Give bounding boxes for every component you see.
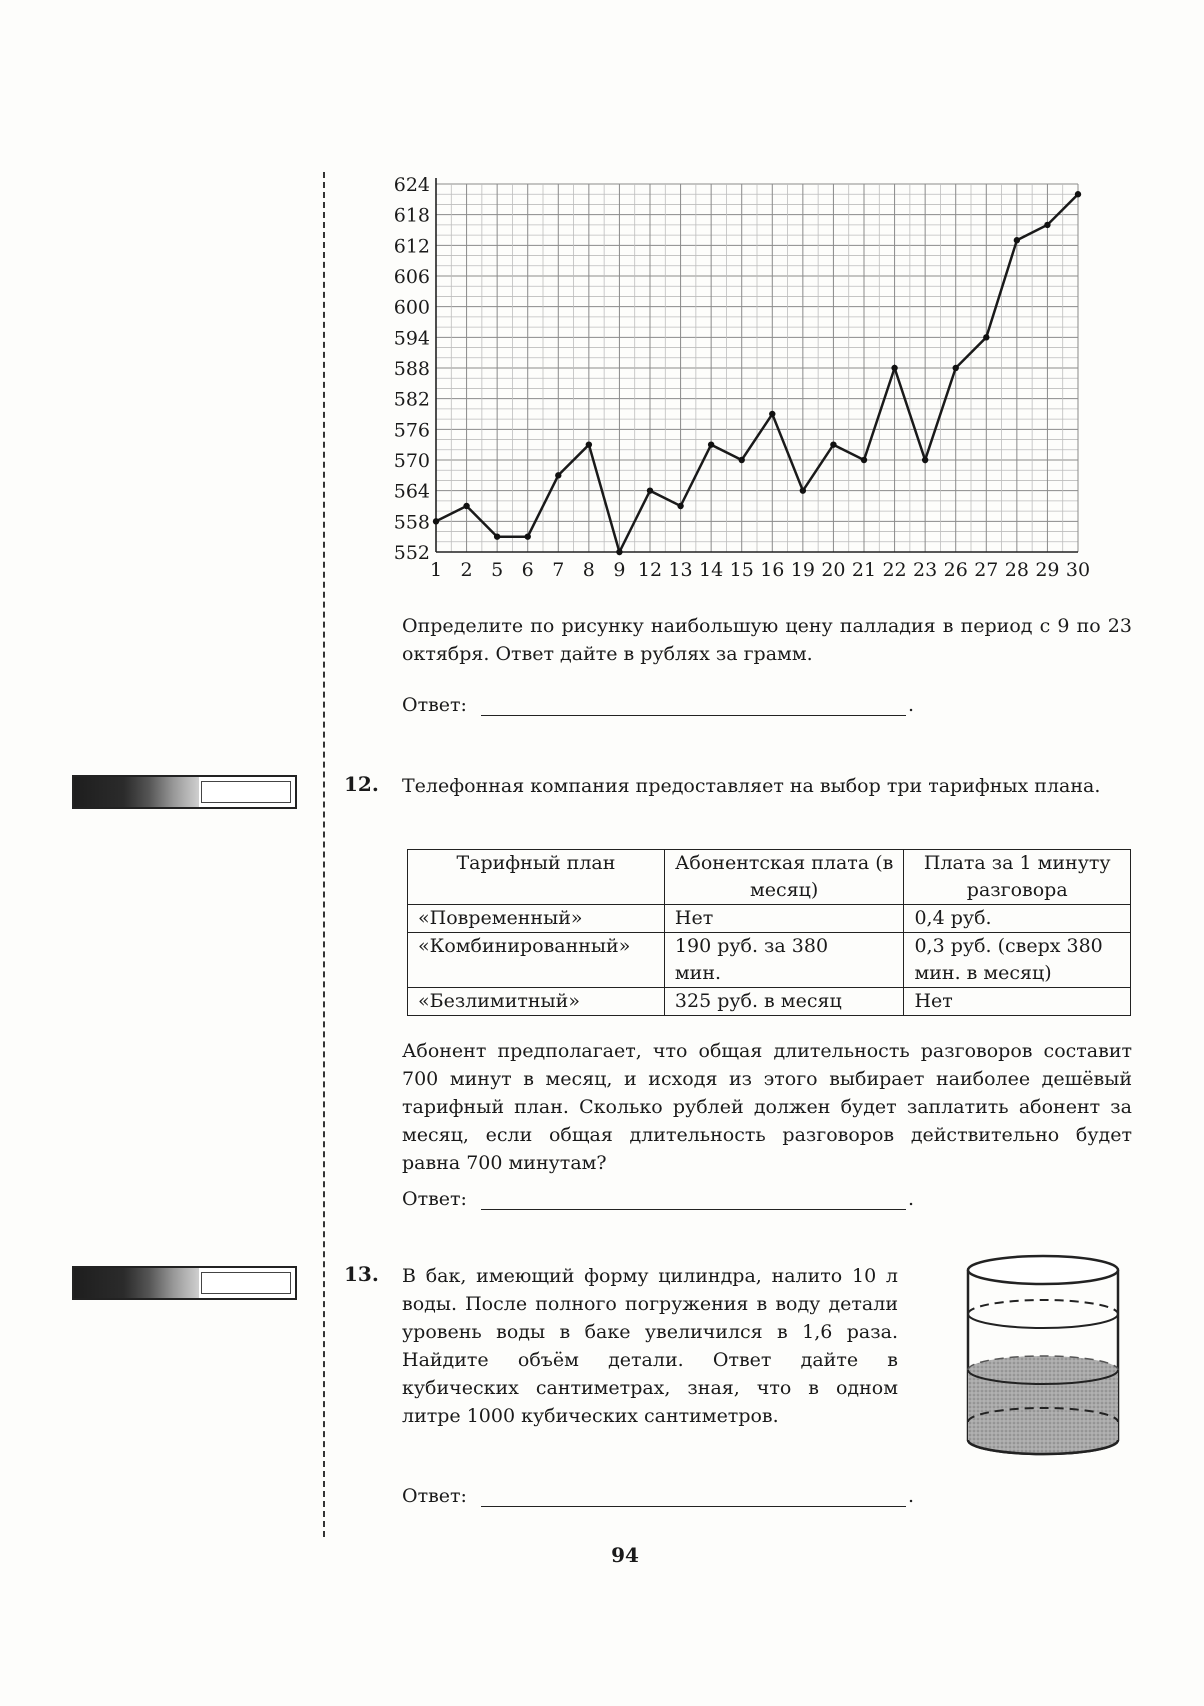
header-cell: Тарифный план (408, 850, 665, 905)
answer-label: Ответ: (402, 1188, 467, 1210)
answer-box-13 (72, 1266, 297, 1300)
data-point (708, 441, 714, 447)
header-cell: Абонентская плата (в месяц) (664, 850, 904, 905)
table-cell: Нет (664, 905, 904, 933)
answer-dot: . (907, 1485, 914, 1507)
data-point (1044, 222, 1050, 228)
answer-box-12 (72, 775, 297, 809)
data-point (586, 441, 592, 447)
x-tick-label: 1 (429, 559, 443, 581)
raised-level-front (968, 1314, 1118, 1328)
tank-top (968, 1256, 1118, 1284)
answer-input-line[interactable] (481, 1191, 906, 1210)
data-point (739, 457, 745, 463)
q12-text: Телефонная компания предоставляет на выбор три тарифных плана. (402, 775, 1101, 797)
cut-line (323, 172, 325, 1537)
q13-answer (402, 1485, 914, 1507)
x-axis-ticks (430, 559, 1090, 581)
q12-answer (402, 1188, 914, 1210)
x-tick-label: 19 (790, 559, 815, 581)
table-row (408, 905, 1131, 933)
table-cell: 0,3 руб. (сверх 380 мин. в месяц) (904, 933, 1131, 988)
water-tank-illustration (965, 1250, 1125, 1460)
answer-box-cell (201, 1272, 291, 1294)
x-tick-label: 9 (613, 559, 626, 581)
data-point (983, 334, 989, 340)
y-tick-label: 558 (393, 511, 430, 534)
x-tick-label: 7 (552, 559, 565, 581)
data-point (1014, 237, 1020, 243)
x-tick-label: 13 (668, 559, 693, 581)
answer-input-line[interactable] (481, 1488, 906, 1507)
table-row (408, 933, 1131, 988)
q11-text: Определите по рисунку наибольшую цену палладия в период с 9 по 23 октября. Ответ дайте в рублях за грамм. (402, 615, 1132, 665)
y-tick-label: 564 (393, 480, 430, 503)
x-tick-label: 29 (1035, 559, 1060, 581)
table-cell: 0,4 руб. (904, 905, 1131, 933)
data-point (616, 549, 622, 555)
data-point (525, 533, 531, 539)
data-point (463, 503, 469, 509)
x-tick-label: 27 (974, 559, 999, 581)
table-row (408, 988, 1131, 1016)
x-tick-label: 15 (729, 559, 754, 581)
data-point (830, 441, 836, 447)
y-axis-ticks (394, 174, 430, 564)
table-cell: «Повременный» (408, 905, 665, 933)
chart-grid (436, 178, 1078, 552)
data-point (953, 365, 959, 371)
x-tick-label: 2 (460, 559, 473, 581)
table-cell: «Безлимитный» (408, 988, 665, 1016)
x-tick-label: 5 (491, 559, 504, 581)
q11-answer (402, 694, 914, 716)
y-tick-label: 600 (393, 296, 430, 319)
data-point (433, 518, 439, 524)
table-cell: 325 руб. в месяц (664, 988, 904, 1016)
x-tick-label: 22 (882, 559, 907, 581)
table-cell: 190 руб. за 380 мин. (664, 933, 904, 988)
table-cell: Нет (904, 988, 1131, 1016)
x-tick-label: 12 (637, 559, 663, 581)
palladium-price-chart (378, 170, 1098, 590)
water-volume (968, 1356, 1118, 1454)
x-tick-label: 20 (821, 559, 846, 581)
y-tick-label: 612 (393, 235, 430, 258)
answer-label: Ответ: (402, 694, 467, 716)
answer-label: Ответ: (402, 1485, 467, 1507)
q12-number: 12. (344, 772, 379, 796)
header-cell: Плата за 1 минуту разговора (904, 850, 1131, 905)
data-point (769, 411, 775, 417)
raised-level-back (968, 1300, 1118, 1314)
tariff-table (407, 849, 1131, 1016)
y-tick-label: 624 (393, 174, 430, 196)
x-tick-label: 21 (851, 559, 877, 581)
y-tick-label: 570 (393, 450, 430, 472)
x-tick-label: 23 (913, 559, 938, 581)
y-tick-label: 552 (393, 542, 430, 564)
data-point (891, 365, 897, 371)
q12-text2: Абонент предполагает, что общая длительность разговоров составит 700 минут в месяц, и исходя из этого выбирает наиболее дешёвый тарифный план. Сколько рублей должен будет заплатить абонент за месяц, если общая длительность разговоров действительно будет равна 700 минутам? (402, 1040, 1132, 1174)
data-point (861, 457, 867, 463)
y-tick-label: 606 (393, 266, 430, 288)
table-cell: «Комбинированный» (408, 933, 665, 988)
y-tick-label: 618 (393, 204, 430, 227)
x-tick-label: 14 (699, 559, 724, 581)
data-point (1075, 191, 1081, 197)
x-tick-label: 26 (943, 559, 968, 581)
x-tick-label: 30 (1065, 559, 1091, 581)
x-tick-label: 6 (521, 559, 534, 581)
page-number: 94 (611, 1543, 639, 1567)
data-point (922, 457, 928, 463)
x-tick-label: 16 (760, 559, 785, 581)
y-tick-label: 582 (393, 388, 430, 411)
answer-box-shade (74, 1268, 199, 1298)
answer-dot: . (907, 694, 914, 716)
data-point (555, 472, 561, 478)
answer-dot: . (907, 1188, 914, 1210)
y-tick-label: 588 (393, 358, 430, 380)
answer-input-line[interactable] (481, 697, 906, 716)
data-point (677, 503, 683, 509)
answer-box-shade (74, 777, 199, 807)
data-point (647, 487, 653, 493)
q13-text: В бак, имеющий форму цилиндра, налито 10 л воды. После полного погружения в воду детали уровень воды в баке увеличился в 1,6 раза. Найдите объём детали. Ответ дайте в кубических сантиметрах, зная, что в одном литре 1000 кубических сантиметров. (402, 1265, 898, 1427)
data-point (800, 487, 806, 493)
x-tick-label: 28 (1004, 559, 1029, 581)
q13-number: 13. (344, 1262, 379, 1286)
y-tick-label: 594 (393, 327, 430, 350)
answer-box-cell (201, 781, 291, 803)
data-point (494, 533, 500, 539)
x-tick-label: 8 (582, 559, 595, 581)
y-tick-label: 576 (393, 419, 430, 442)
table-header-row (408, 850, 1131, 905)
